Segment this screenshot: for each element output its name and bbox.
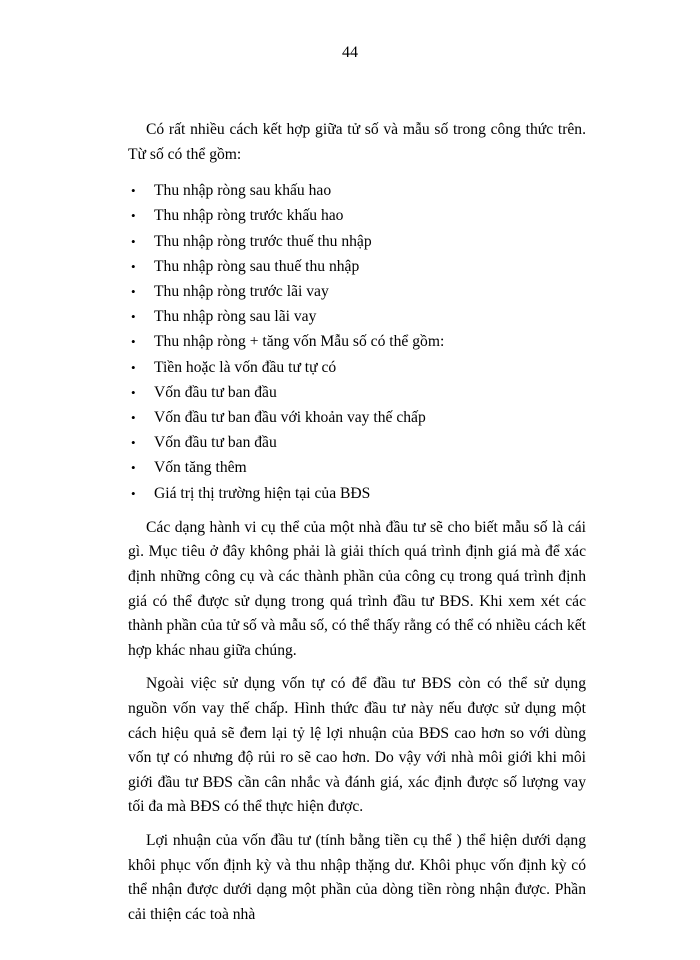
bullet-icon: • — [131, 208, 136, 224]
list-item: • Thu nhập ròng trước khấu hao — [128, 203, 586, 228]
list-item: • Thu nhập ròng + tăng vốn Mẫu số có thể gồm: — [128, 329, 586, 354]
list-item: • Giá trị thị trường hiện tại của BĐS — [128, 481, 586, 506]
list-item: • Thu nhập ròng trước lãi vay — [128, 279, 586, 304]
list-item: • Vốn đầu tư ban đầu — [128, 380, 586, 405]
bullet-icon: • — [131, 410, 136, 426]
intro-paragraph: Có rất nhiều cách kết hợp giữa tử số và mẫu số trong công thức trên. Từ số có thể gồm: — [128, 121, 586, 163]
list-item: • Vốn đầu tư ban đầu — [128, 430, 586, 455]
bullet-icon: • — [131, 485, 136, 501]
bullet-list — [128, 178, 586, 506]
list-item: • Thu nhập ròng sau thuế thu nhập — [128, 254, 586, 279]
list-item: • Tiền hoặc là vốn đầu tư tự có — [128, 355, 586, 380]
bullet-icon: • — [131, 309, 136, 325]
bullet-icon: • — [131, 384, 136, 400]
list-item: • Vốn tăng thêm — [128, 455, 586, 480]
body-paragraph: Ngoài việc sử dụng vốn tự có để đầu tư BĐS còn có thể sử dụng nguồn vốn vay thế chấp. Hình thức đầu tư này nếu được sử dụng một cách hiệu quả sẽ đem lại tỷ lệ lợi nhuận của BĐS cao hơn so với dùng vốn tự có nhưng độ rủi ro sẽ cao hơn. Do vậy với nhà môi giới khi môi giới đầu tư BĐS cần cân nhắc và đánh giá, xác định được số lượng vay tối đa mà BĐS có thể thực hiện được. — [128, 675, 586, 816]
bullet-icon: • — [131, 435, 136, 451]
bullet-icon: • — [131, 460, 136, 476]
list-item: • Vốn đầu tư ban đầu với khoản vay thế chấp — [128, 405, 586, 430]
bullet-icon: • — [131, 183, 136, 199]
bullet-icon: • — [131, 258, 136, 274]
list-item: • Thu nhập ròng trước thuế thu nhập — [128, 229, 586, 254]
page-number: 44 — [342, 44, 358, 61]
page-content — [128, 118, 586, 927]
bullet-icon: • — [131, 233, 136, 249]
bullet-icon: • — [131, 359, 136, 375]
body-paragraph: Các dạng hành vi cụ thể của một nhà đầu tư sẽ cho biết mẫu số là cái gì. Mục tiêu ở đây không phải là giải thích quá trình định giá mà để xác định những công cụ và các thành phần của công cụ trong quá trình định giá có thể được sử dụng trong quá trình đầu tư BĐS. Khi xem xét các thành phần của tử số và mẫu số, có thể thấy rằng có thể có nhiều cách kết hợp khác nhau giữa chúng. — [128, 518, 586, 659]
list-item: • Thu nhập ròng sau lãi vay — [128, 304, 586, 329]
bullet-icon: • — [131, 334, 136, 350]
body-paragraph: Lợi nhuận của vốn đầu tư (tính bằng tiền cụ thể ) thể hiện dưới dạng khôi phục vốn định kỳ và thu nhập thặng dư. Khôi phục vốn định kỳ có thể nhận được dưới dạng một phần của dòng tiền ròng nhận được. Phần cải thiện các toà nhà — [128, 831, 586, 923]
list-item: • Thu nhập ròng sau khấu hao — [128, 178, 586, 203]
bullet-icon: • — [131, 284, 136, 299]
